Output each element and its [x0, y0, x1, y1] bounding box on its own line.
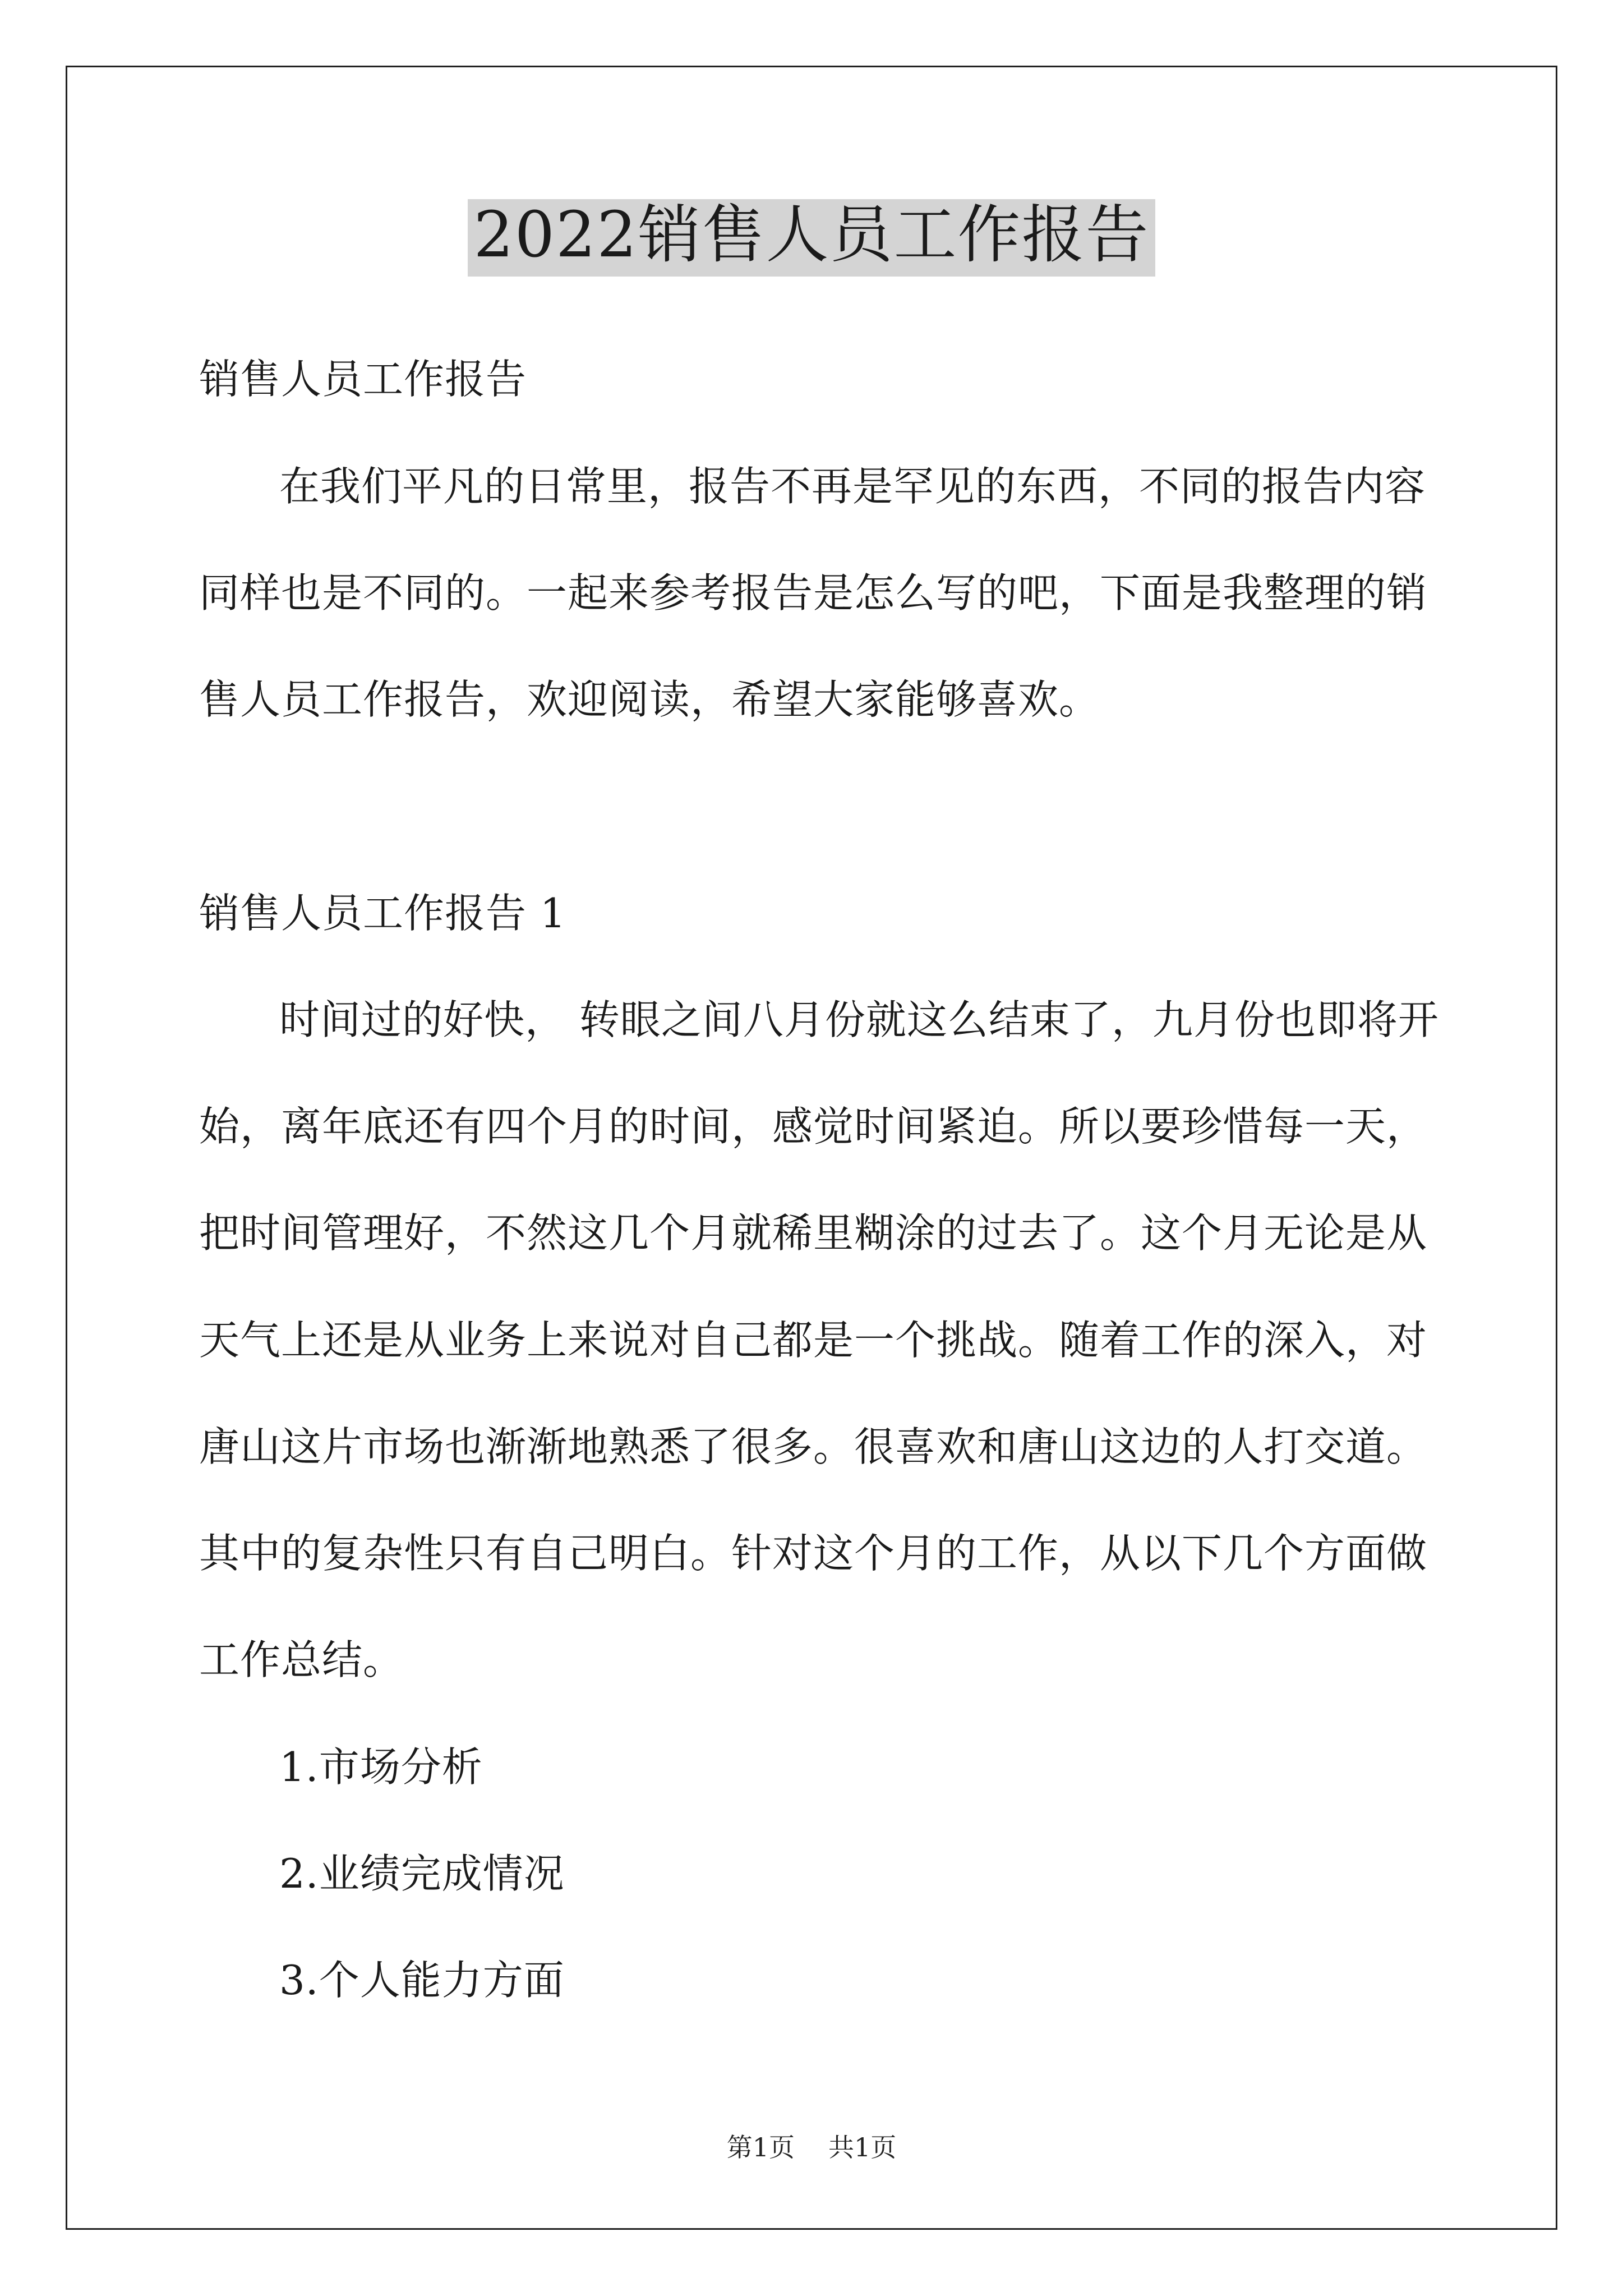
- page-footer: [0, 2134, 1623, 2160]
- intro-line: 售人员工作报告，欢迎阅读，希望大家能够喜欢。: [199, 676, 1100, 723]
- body-line: 始，离年底还有四个月的时间，感觉时间紧迫。所以要珍惜每一天，: [199, 1103, 1428, 1150]
- intro-line: 在我们平凡的日常里，报告不再是罕见的东西，不同的报告内容: [279, 463, 1426, 510]
- body-line: 唐山这片市场也渐渐地熟悉了很多。很喜欢和唐山这边的人打交道。: [199, 1423, 1428, 1470]
- body-line: 天气上还是从业务上来说对自己都是一个挑战。随着工作的深入，对: [199, 1317, 1428, 1364]
- document-title-text: 2022销售人员工作报告: [468, 199, 1155, 277]
- body-line: 工作总结。: [199, 1636, 404, 1683]
- intro-line: 同样也是不同的。一起来参考报告是怎么写的吧，下面是我整理的销: [199, 569, 1428, 616]
- document-title: [0, 199, 1623, 277]
- list-item: 2.业绩完成情况: [279, 1850, 565, 1897]
- body-line: 把时间管理好，不然这几个月就稀里糊涂的过去了。这个月无论是从: [199, 1209, 1428, 1257]
- section-heading: 销售人员工作报告 1: [199, 890, 566, 937]
- list-item: 1.市场分析: [279, 1743, 483, 1791]
- body-line: 时间过的好快， 转眼之间八月份就这么结束了，九月份也即将开: [279, 996, 1439, 1043]
- page-number: 第1页: [726, 2132, 795, 2162]
- page-total: 共1页: [828, 2132, 897, 2162]
- list-item: 3.个人能力方面: [279, 1957, 565, 2004]
- document-subtitle: 销售人员工作报告: [199, 356, 527, 403]
- body-line: 其中的复杂性只有自己明白。针对这个月的工作，从以下几个方面做: [199, 1530, 1428, 1577]
